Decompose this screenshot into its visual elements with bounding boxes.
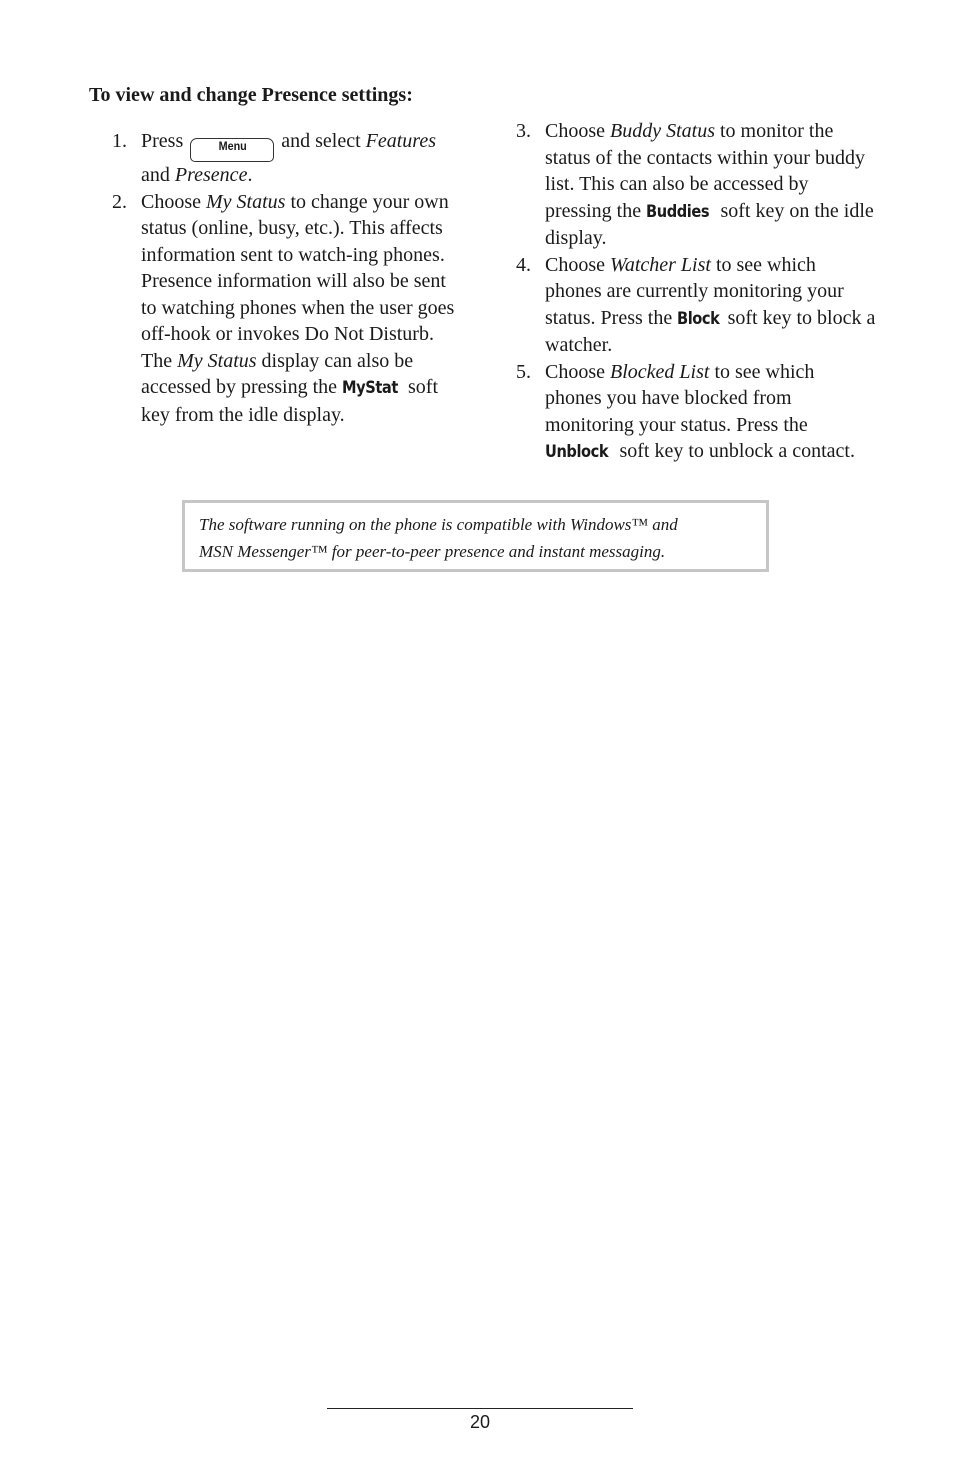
steps-left-column [112, 128, 462, 428]
softkey-label: Buddies [646, 201, 710, 222]
step-number: 4. [516, 253, 531, 276]
step-item: 1. Press Menu and select Features and Presence. [112, 130, 436, 186]
section-heading: To view and change Presence settings: [89, 84, 413, 106]
menu-key-icon: Menu [190, 138, 274, 162]
softkey-label: Block [677, 308, 720, 329]
softkey-label: MyStat [342, 378, 398, 398]
page-number: 20 [469, 1412, 491, 1432]
step-item: 3. Choose Buddy Status to monitor the status of the contacts within your buddy list. This can also be accessed by pressing the Buddies soft key on the idle display. [516, 120, 874, 249]
softkey-label: Unblock [545, 442, 609, 462]
step-number: 3. [516, 120, 531, 142]
note-box [182, 500, 769, 572]
note-line: MSN Messenger™ for peer-to-peer presence and instant messaging. [199, 542, 666, 561]
step-number: 2. [112, 190, 127, 213]
note-line: The software running on the phone is compatible with Windows™ and [199, 515, 678, 534]
steps-right-column [516, 118, 876, 466]
step-number: 5. [516, 360, 531, 383]
footer-divider [327, 1408, 633, 1409]
step-number: 1. [112, 130, 127, 152]
step-item: 2. Choose My Status to change your own status (online, busy, etc.). This affects information sent to watch-ing phones. Presence information will also be sent to watching phones when the user goes off-hook or invokes Do Not Disturb. The My Status display can also be accessed by pressing the MyStat soft key from the idle display. [112, 190, 455, 426]
step-item: 4. Choose Watcher List to see which phones are currently monitoring your status. Press the Block soft key to block a watcher. [516, 253, 876, 356]
step-item: 5. Choose Blocked List to see which phones you have blocked from monitoring your status. Press the Unblock soft key to unblock a contact. [516, 359, 876, 466]
